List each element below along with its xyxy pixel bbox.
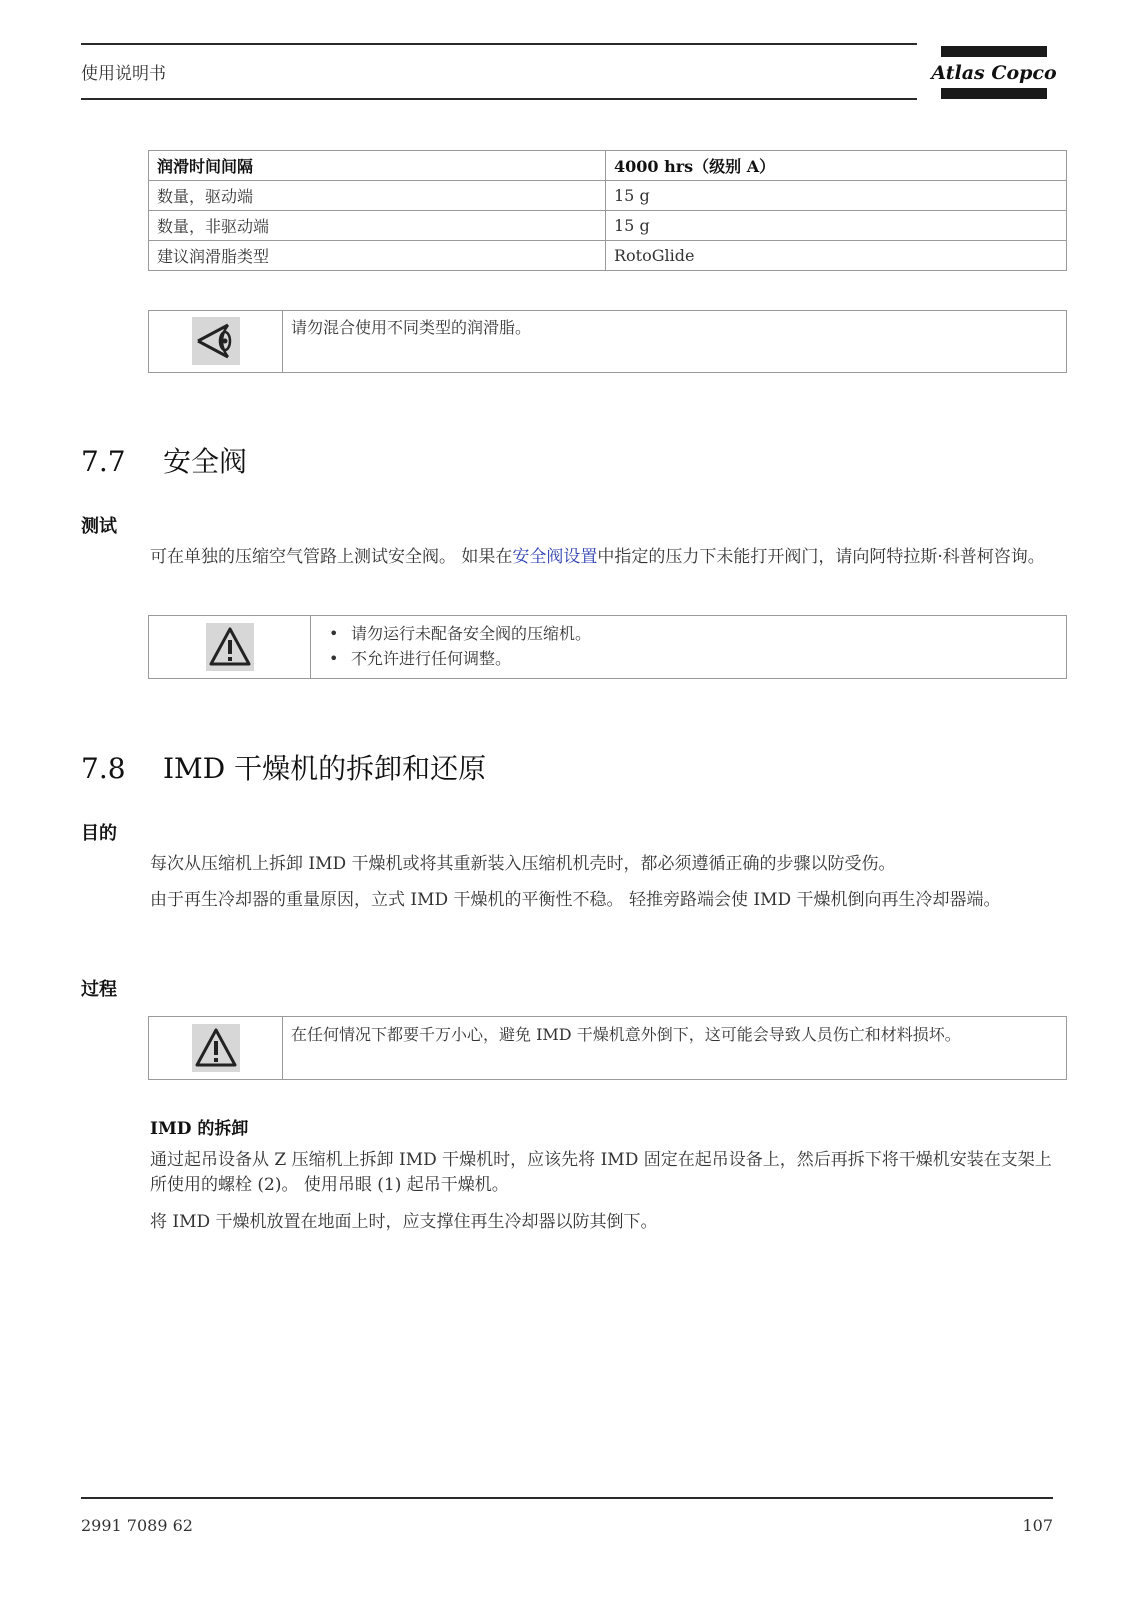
table-row: [149, 181, 1067, 211]
table-cell: 数量，非驱动端: [149, 211, 606, 241]
section-title: 安全阀: [163, 445, 248, 478]
section-number: 7.8: [81, 752, 126, 785]
section-7-8-heading: [81, 747, 486, 787]
purpose-paragraph-1: 每次从压缩机上拆卸 IMD 干燥机或将其重新装入压缩机机壳时，都必须遵循正确的步骤以防受伤。: [150, 854, 896, 874]
list-item: • 不允许进行任何调整。: [321, 646, 591, 671]
imd-warning-text: 在任何情况下都要千万小心，避免 IMD 干燥机意外倒下，这可能会导致人员伤亡和材料损坏。: [291, 1025, 961, 1044]
table-cell: 15 g: [606, 181, 1067, 211]
table-cell: RotoGlide: [606, 241, 1067, 271]
paragraph-text: 中指定的压力下未能打开阀门，请向阿特拉斯·科普柯咨询。: [597, 547, 1045, 567]
process-subheading: 过程: [81, 979, 117, 1000]
section-number: 7.7: [81, 445, 126, 478]
safety-valve-warning-box: [148, 615, 1067, 679]
test-subheading: 测试: [81, 516, 117, 537]
table-cell: 建议润滑脂类型: [149, 241, 606, 271]
section-7-7-heading: [81, 440, 247, 480]
imd-removal-subheading: IMD 的拆卸: [150, 1119, 249, 1139]
imd-removal-paragraph-2: 将 IMD 干燥机放置在地面上时，应支撑住再生冷却器以防其倒下。: [150, 1212, 658, 1232]
footer-page-number: 107: [1022, 1516, 1053, 1535]
table-row: [149, 241, 1067, 271]
footer-rule: [81, 1497, 1053, 1499]
table-cell: 数量，驱动端: [149, 181, 606, 211]
warning-list: [321, 621, 591, 671]
warning-triangle-icon: [192, 1024, 240, 1072]
list-item: • 请勿运行未配备安全阀的压缩机。: [321, 621, 591, 646]
table-cell: 润滑时间间隔: [149, 151, 606, 181]
purpose-subheading: 目的: [81, 823, 117, 844]
atlas-copco-logo: [931, 46, 1057, 99]
table-row: [149, 211, 1067, 241]
lubrication-spec-table: [148, 150, 1067, 271]
logo-wordmark: Atlas Copco: [931, 62, 1057, 84]
warning-list-container: [321, 621, 591, 671]
warning-triangle-icon: [206, 623, 254, 671]
imd-removal-paragraph-1: 通过起吊设备从 Z 压缩机上拆卸 IMD 干燥机时，应该先将 IMD 固定在起吊设备上，然后再拆下将干燥机安装在支架上所使用的螺栓 (2)。 使用吊眼 (1) 起吊干燥机。: [150, 1150, 1052, 1195]
table-cell: 15 g: [606, 211, 1067, 241]
header-top-rule: [81, 43, 917, 45]
safety-valve-settings-link[interactable]: 安全阀设置: [512, 547, 598, 567]
grease-note-box: [148, 310, 1067, 373]
table-row: [149, 151, 1067, 181]
header-title: 使用说明书: [81, 64, 166, 84]
table-cell: 4000 hrs（级别 A）: [606, 151, 1067, 181]
safety-valve-test-paragraph: [150, 545, 1055, 570]
imd-warning-box: [148, 1016, 1067, 1080]
eye-caution-icon: [192, 317, 240, 365]
purpose-paragraph-2: 由于再生冷却器的重量原因，立式 IMD 干燥机的平衡性不稳。 轻推旁路端会使 IMD 干燥机倒向再生冷却器端。: [150, 890, 1001, 910]
header-bottom-rule: [81, 98, 917, 100]
grease-note-text: 请勿混合使用不同类型的润滑脂。: [291, 318, 532, 337]
footer-doc-number: 2991 7089 62: [81, 1516, 193, 1535]
paragraph-text: 可在单独的压缩空气管路上测试安全阀。 如果在: [150, 547, 513, 567]
section-title: IMD 干燥机的拆卸和还原: [163, 752, 487, 785]
